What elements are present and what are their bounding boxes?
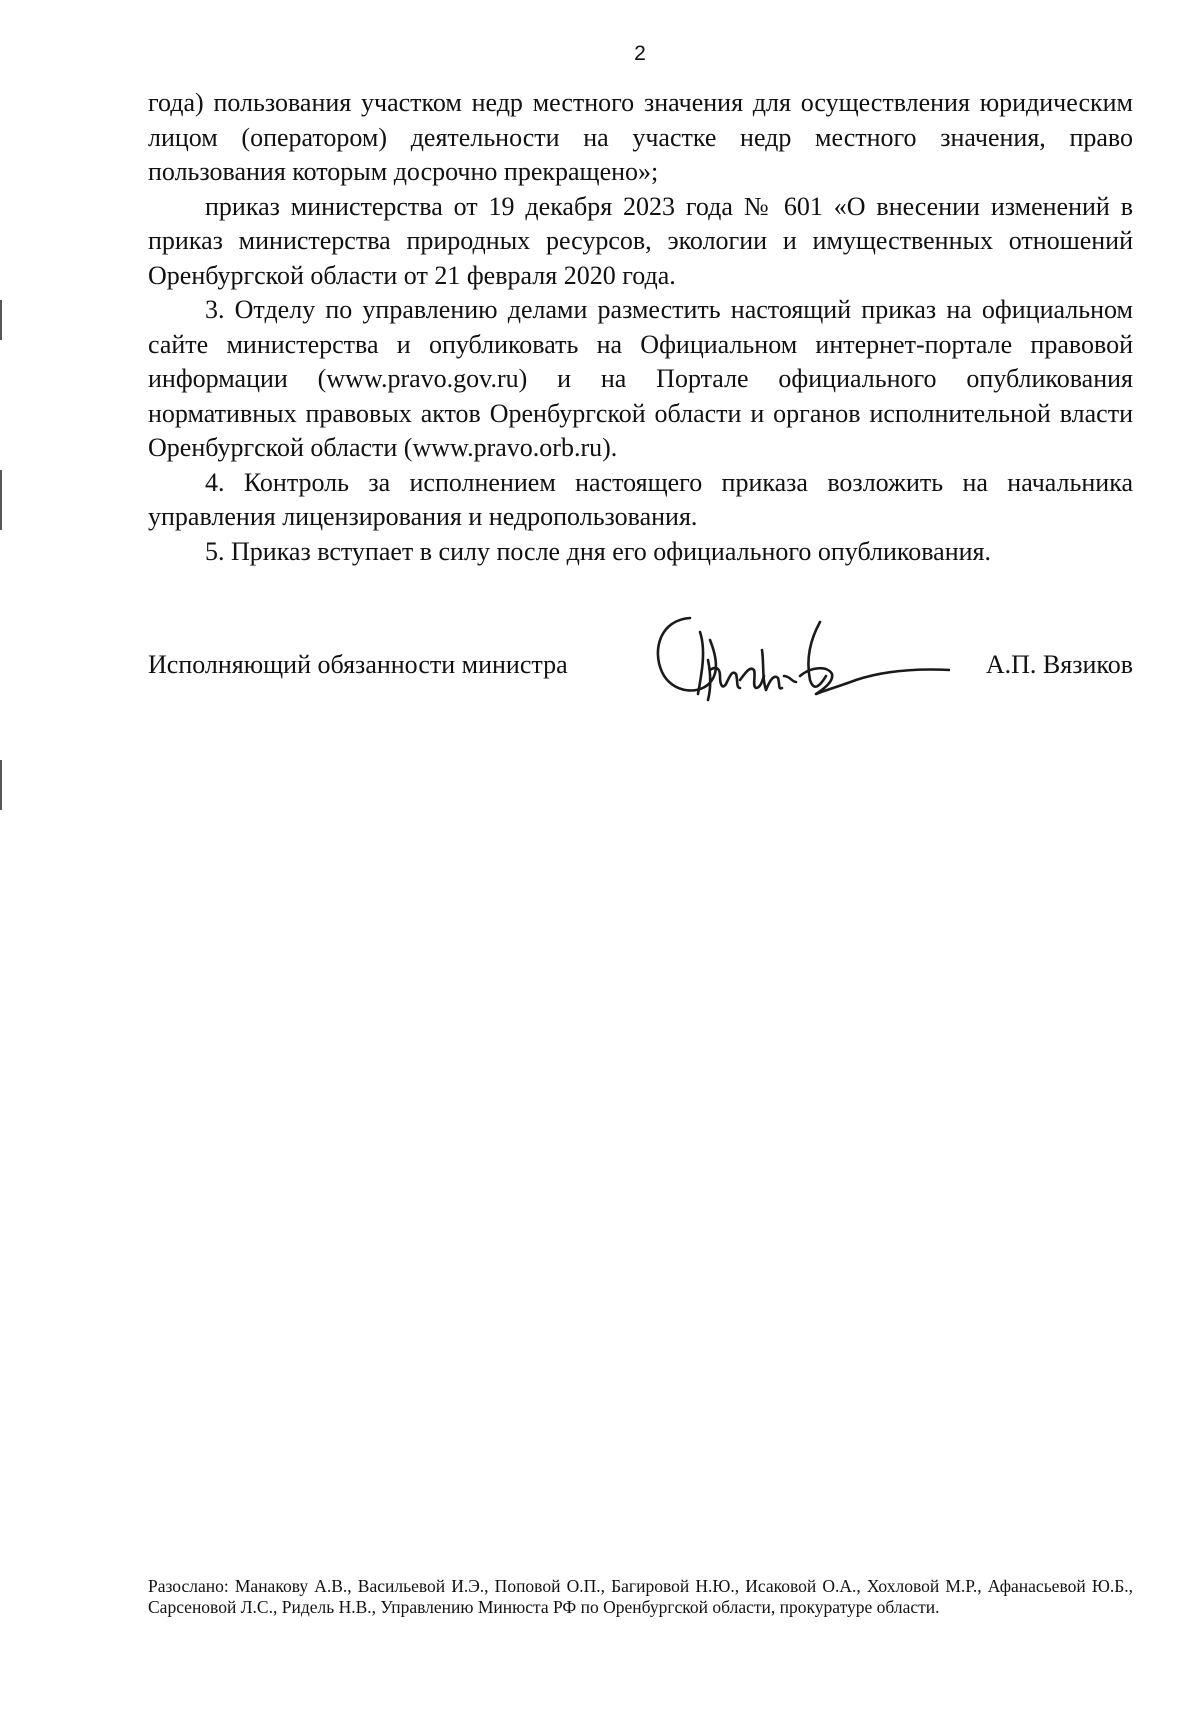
paragraph-item-3: 3. Отделу по управлению делами разместить настоящий приказ на официальном сайте министерства и опубликовать на Официальном интернет-портале правовой информации (www.pravo.gov.ru) и на Портале официального опубликования нормативных правовых актов Оренбургской области и органов исполнительной власти Оренбургской области (www.pravo.orb.ru). <box>148 295 1133 462</box>
paragraph-order-reference: приказ министерства от 19 декабря 2023 года № 601 «О внесении изменений в приказ министерства природных ресурсов, экологии и имущественных отношений Оренбургской области от 21 февраля 2020 года. <box>148 191 1133 290</box>
scan-margin-mark <box>0 470 2 530</box>
distribution-list: Разослано: Манакову А.В., Васильевой И.Э., Поповой О.П., Багировой Н.Ю., Исаковой О.А., Хохловой М.Р., Афанасьевой Ю.Б., Сарсеновой Л.С., Ридель Н.В., Управлению Минюста РФ по Оренбургской области, прокуратуре области. <box>148 1576 1133 1617</box>
paragraph-item-4: 4. Контроль за исполнением настоящего приказа возложить на начальника управления лицензирования и недропользования. <box>148 467 1133 531</box>
page-number: 2 <box>634 42 646 65</box>
signatory-title: Исполняющий обязанности министра <box>148 650 568 679</box>
paragraph-item-5: 5. Приказ вступает в силу после дня его официального опубликования. <box>205 536 991 566</box>
signatory-name: А.П. Вязиков <box>985 650 1133 679</box>
paragraph-continuation: года) пользования участком недр местного значения для осуществления юридическим лицом (оператором) деятельности на участке недр местного значения, право пользования которым досрочно прекращено»; <box>148 88 1133 186</box>
scan-margin-mark <box>0 760 2 810</box>
signature-block <box>148 650 1133 690</box>
document-body <box>148 86 1133 569</box>
scan-margin-mark <box>0 300 2 340</box>
